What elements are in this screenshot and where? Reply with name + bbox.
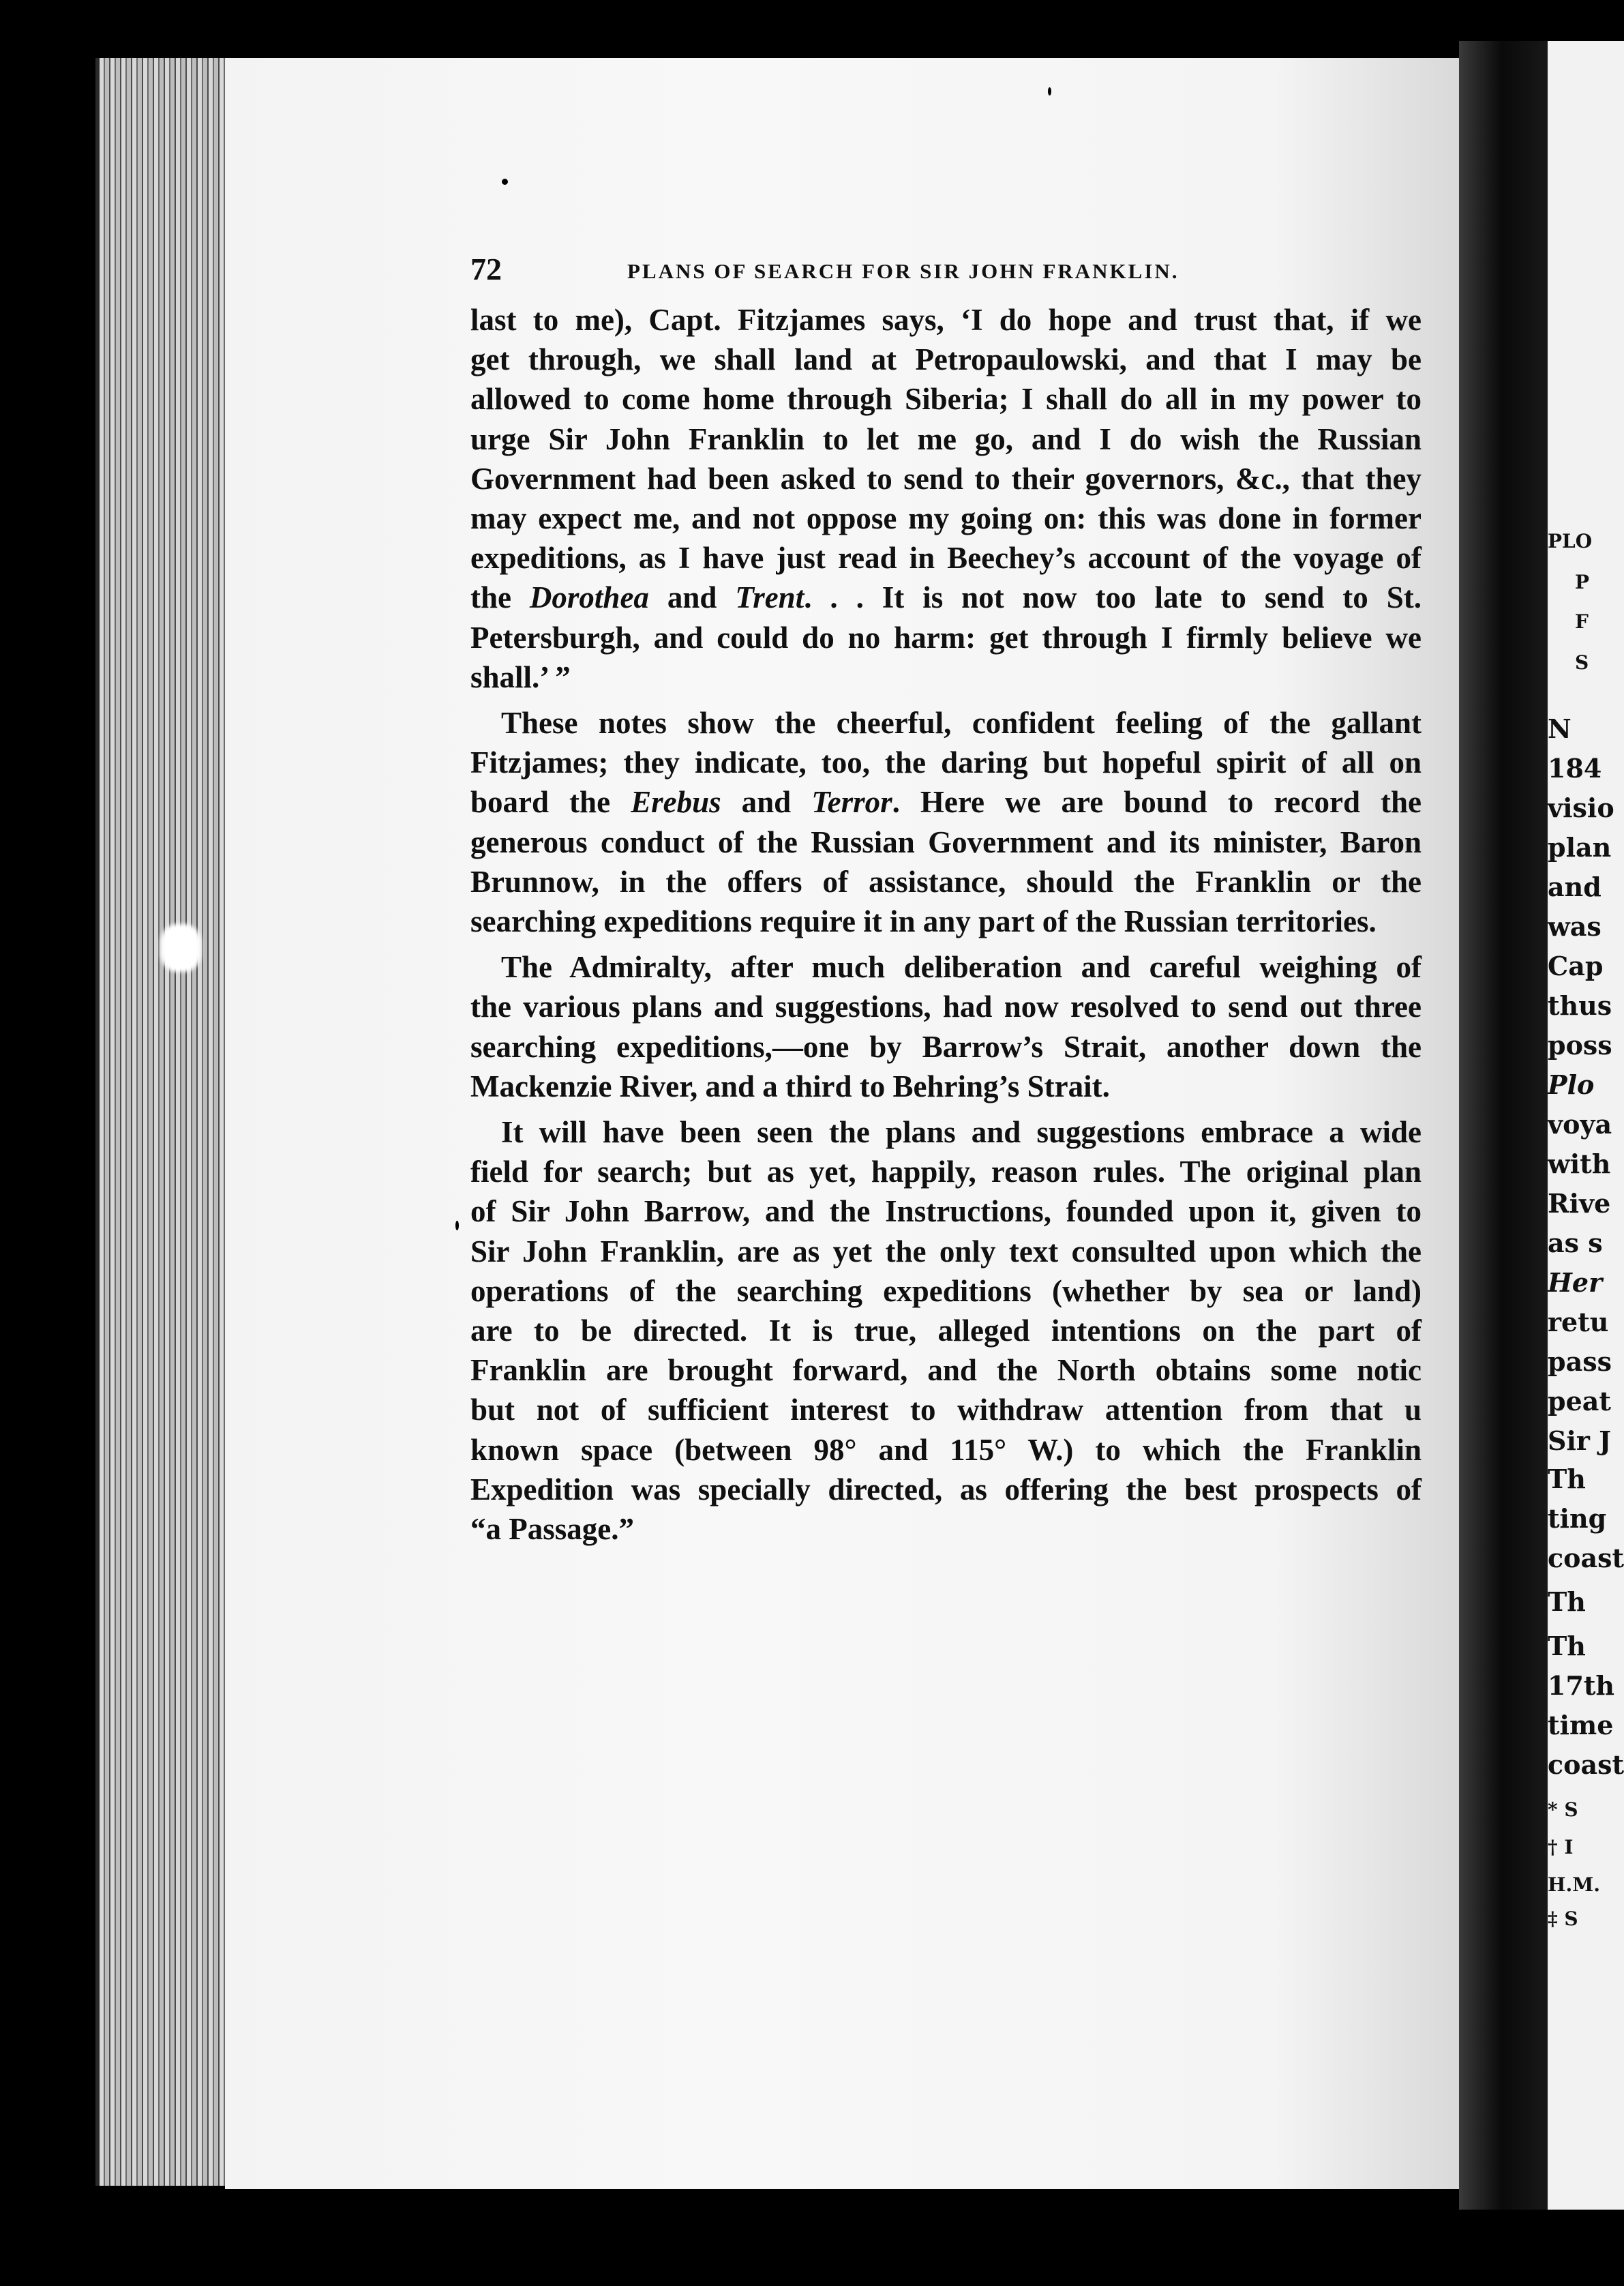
text-line: Mackenzie River, and a third to Behring’s Strait.	[470, 1069, 1110, 1103]
paragraph	[470, 947, 1422, 1106]
next-page-fragment: coast	[1548, 1543, 1624, 1573]
text-line: last to me), Capt. Fitzjames says, ‘I do hope and trust that, if we	[470, 303, 1422, 337]
next-page-fragment: peat	[1548, 1386, 1611, 1416]
paragraph	[470, 300, 1422, 697]
next-page-fragment: plan	[1548, 832, 1612, 863]
next-page-fragment: Th	[1548, 1631, 1586, 1661]
text-line: of Sir John Barrow, and the Instructions, founded upon it, given to	[470, 1194, 1422, 1229]
text-line: These notes show the cheerful, confident feeling of the gallant	[501, 706, 1422, 741]
text-line: searching expeditions,—one by Barrow’s Strait, another down the	[470, 1029, 1422, 1064]
body-text	[470, 300, 1422, 1555]
next-page-fragment: Rive	[1548, 1188, 1611, 1219]
next-page-fragment: N	[1548, 713, 1572, 744]
running-head	[470, 251, 1425, 292]
next-page-fragment: thus	[1548, 990, 1612, 1021]
next-page-fragment: ‡ S	[1548, 1908, 1578, 1930]
next-page-fragment: visio	[1548, 792, 1614, 823]
next-page-fragment: Sir J	[1548, 1425, 1612, 1456]
next-page-fragment: Th	[1548, 1464, 1586, 1494]
page-number: 72	[470, 252, 502, 286]
text-line: Franklin are brought forward, and the North obtains some notic	[470, 1353, 1422, 1388]
text-line: known space (between 98° and 115° W.) to which the Franklin	[470, 1432, 1422, 1467]
text-line: allowed to come home through Siberia; I shall do all in my power to	[470, 382, 1422, 417]
text-line: searching expeditions require it in any part of the Russian territories.	[470, 904, 1377, 939]
next-page-fragment: S	[1575, 651, 1589, 674]
text-line: the various plans and suggestions, had now resolved to send out three	[470, 990, 1422, 1024]
next-page-fragment: H.M.	[1548, 1873, 1600, 1896]
next-page-fragment: with	[1548, 1148, 1611, 1179]
text-line: Petersburgh, and could do no harm: get through I firmly believe we	[470, 620, 1422, 655]
next-page-fragment: as s	[1548, 1228, 1603, 1258]
running-head-title: PLANS OF SEARCH FOR SIR JOHN FRANKLIN.	[627, 259, 1179, 283]
next-page-fragment: Plo	[1548, 1069, 1595, 1100]
text-line: are to be directed. It is true, alleged intentions on the part of	[470, 1313, 1422, 1348]
next-page-fragment: 17th	[1548, 1670, 1615, 1701]
text-line: generous conduct of the Russian Government and its minister, Baron	[470, 825, 1422, 859]
scan-speck	[502, 179, 508, 185]
text-line: Sir John Franklin, are as yet the only text consulted upon which the	[470, 1234, 1422, 1268]
text-line: the Dorothea and Trent. . . It is not now too late to send to St.	[470, 580, 1422, 615]
text-line: shall.’ ”	[470, 659, 571, 694]
text-line: get through, we shall land at Petropaulowski, and that I may be	[470, 342, 1422, 377]
next-page-fragment: poss	[1548, 1030, 1612, 1060]
text-line: field for search; but as yet, happily, reason rules. The original plan	[470, 1155, 1422, 1189]
next-page-fragment: pass	[1548, 1346, 1612, 1377]
next-page-fragment: voya	[1548, 1109, 1612, 1140]
scan-blot	[160, 924, 201, 972]
next-page-fragment: ting	[1548, 1503, 1607, 1534]
next-page-fragment: F	[1575, 610, 1589, 633]
next-page-fragment: P	[1575, 571, 1590, 593]
next-page-fragment: Th	[1548, 1586, 1586, 1617]
next-page-fragment: retu	[1548, 1307, 1609, 1337]
scan-speck	[1048, 87, 1051, 95]
scan-speck	[455, 1221, 459, 1230]
next-page-fragment: was	[1548, 911, 1602, 942]
text-line: board the Erebus and Terror. Here we are bound to record the	[470, 785, 1422, 820]
next-page-fragment: and	[1548, 872, 1602, 902]
text-line: “a Passage.”	[470, 1512, 634, 1547]
next-page-fragment: 184	[1548, 753, 1602, 784]
right-page-fragment	[1548, 41, 1624, 2210]
next-page-fragment: PLO	[1548, 530, 1593, 552]
text-line: Government had been asked to send to their governors, &c., that they	[470, 461, 1422, 496]
next-page-fragment: Her	[1548, 1267, 1603, 1298]
text-line: operations of the searching expeditions (whether by sea or land)	[470, 1273, 1422, 1308]
text-line: but not of sufficient interest to withdraw attention from that u	[470, 1393, 1422, 1427]
paragraph	[470, 1112, 1422, 1549]
next-page-fragment: † I	[1548, 1836, 1574, 1858]
gutter-shadow	[1459, 41, 1554, 2210]
next-page-fragment: time	[1548, 1710, 1614, 1740]
text-line: Expedition was specially directed, as offering the best prospects of	[470, 1472, 1422, 1506]
text-line: The Admiralty, after much deliberation and careful weighing of	[501, 950, 1422, 985]
text-line: urge Sir John Franklin to let me go, and I do wish the Russian	[470, 421, 1422, 456]
text-line: Brunnow, in the offers of assistance, should the Franklin or the	[470, 864, 1422, 899]
text-line: Fitzjames; they indicate, too, the daring but hopeful spirit of all on	[470, 745, 1422, 780]
next-page-fragment: Cap	[1548, 951, 1604, 981]
next-page-fragment: coast	[1548, 1749, 1624, 1780]
next-page-fragment: * S	[1548, 1798, 1578, 1821]
text-line: may expect me, and not oppose my going on: this was done in former	[470, 501, 1422, 536]
text-line: It will have been seen the plans and suggestions embrace a wide	[501, 1115, 1422, 1150]
paragraph	[470, 703, 1422, 941]
text-line: expeditions, as I have just read in Beechey’s account of the voyage of	[470, 541, 1422, 576]
